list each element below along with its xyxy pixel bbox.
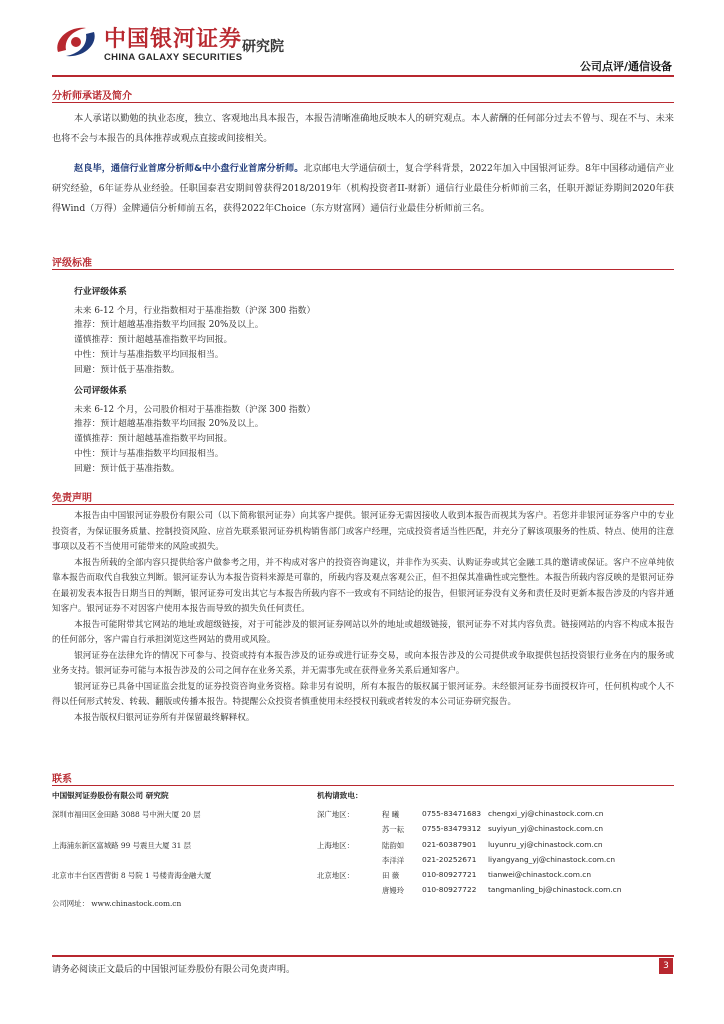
disclaimer-text: 本报告所载的全部内容只提供给客户做参考之用，并不构成对客户的投资咨询建议，并非作为买卖、认购证券或其它金融工具的邀请或保证。客户不应单纯依靠本报告而取代自我独立判断。银河证券认为本报告资料来源是可靠的，所载内容及观点客观公正，但不担保其准确性或完整性。本报告所载内容反映的是银河证券在最初发表本报告日期当日的判断，银河证券可发出其它与本报告所载内容不一致或有不同结论的报告，但银河证券没有义务和责任及时更新本报告涉及的内容并通知客户。银河证券不对因客户使用本报告而导致的损失负任何责任。 (52, 557, 674, 614)
disclaimer-text: 本报告由中国银河证券股份有限公司（以下简称银河证券）向其客户提供。银河证券无需因接收人收到本报告而视其为客户。若您并非银河证券客户中的专业投资者，为保证服务质量、控制投资风险、应首先联系银河证券机构销售部门或客户经理，完成投资者适当性匹配，并充分了解该项服务的性质、特点、使用的注意事项以及若不当使用可能带来的风险或损失。 (52, 511, 674, 552)
industry-rating-line: 谨慎推荐：预计超越基准指数平均回报。 (74, 335, 233, 346)
contact-phone: 0755-83471683 (422, 809, 482, 818)
contact-name: 唐嫚玲 (382, 886, 405, 895)
beijing-address: 北京市丰台区西营街 8 号院 1 号楼青海金融大厦 (52, 871, 212, 880)
disclaimer-paragraph (52, 618, 674, 649)
company-rating-line: 中性：预计与基准指数平均回报相当。 (74, 448, 224, 459)
footer-divider (52, 955, 674, 957)
disclaimer-body (52, 509, 674, 726)
rating-section-title: 评级标准 (52, 258, 92, 269)
disclaimer-text: 本报告可能附带其它网站的地址或超级链接，对于可能涉及的银河证券网站以外的地址或超级链接，银河证券不对其内容负责。链接网站的内容不构成本报告的任何部分，客户需自行承担浏览这些网站的费用或风险。 (52, 619, 674, 645)
disclaimer-paragraph (52, 509, 674, 556)
disclaimer-paragraph (52, 649, 674, 680)
industry-rating-line: 中性：预计与基准指数平均回报相当。 (74, 349, 224, 360)
industry-rating-heading: 行业评级体系 (74, 287, 127, 297)
sales-heading: 机构请致电： (317, 791, 363, 800)
contact-email[interactable]: tangmanling_bj@chinastock.com.cn (488, 885, 622, 894)
contact-phone: 021-20252671 (422, 855, 477, 864)
analyst-bio-lead: 赵良毕，通信行业首席分析师&中小盘行业首席分析师。 (74, 163, 304, 174)
logo-chinese-name: 中国银河证券 (104, 27, 243, 52)
report-type: 公司点评/通信设备 (579, 60, 672, 73)
contact-email[interactable]: liyangyang_yj@chinastock.com.cn (488, 855, 616, 864)
contact-name: 田 薇 (382, 871, 400, 880)
analyst-bio (52, 159, 674, 219)
footer-note: 请务必阅读正文最后的中国银河证券股份有限公司免责声明。 (52, 965, 296, 975)
disclaimer-text: 本报告版权归银河证券所有并保留最终解释权。 (74, 712, 255, 723)
industry-rating-line: 回避：预计低于基准指数。 (74, 364, 180, 375)
industry-rating-line: 推荐：预计超越基准指数平均回报 20%及以上。 (74, 320, 264, 331)
analyst-section-title: 分析师承诺及简介 (52, 91, 132, 102)
disclaimer-text: 银河证券在法律允许的情况下可参与、投资或持有本报告涉及的证券或进行证券交易，或向本报告涉及的公司提供或争取提供包括投资银行业务在内的服务或业务支持。银河证券可能与本报告涉及的公司之间存在业务关系，并无需事先或在获得业务关系后通知客户。 (52, 650, 674, 676)
contact-phone: 0755-83479312 (422, 824, 482, 833)
contact-block (52, 790, 674, 908)
disclaimer-section-rule (52, 504, 674, 505)
contact-email[interactable]: suyiyun_yj@chinastock.com.cn (488, 824, 604, 833)
disclaimer-paragraph (52, 556, 674, 618)
contact-name: 李洋洋 (382, 856, 405, 865)
report-header (0, 0, 724, 76)
institute-label: 研究院 (242, 39, 284, 55)
contact-email[interactable]: chengxi_yj@chinastock.com.cn (488, 809, 604, 818)
disclaimer-paragraph (52, 680, 674, 711)
company-rating-heading: 公司评级体系 (74, 386, 127, 396)
analyst-commitment (52, 109, 674, 149)
region-label: 上海地区： (317, 841, 354, 850)
industry-rating-line: 未来 6-12 个月，行业指数相对于基准指数（沪深 300 指数） (74, 305, 316, 316)
disclaimer-text: 银河证券已具备中国证监会批复的证券投资咨询业务资格。除非另有说明，所有本报告的版权属于银河证券。未经银河证券书面授权许可，任何机构或个人不得以任何形式转发、转载、翻版或传播本报告。特提醒公众投资者慎重使用未经授权刊载或者转发的本公司证券研究报告。 (52, 681, 674, 707)
contact-email[interactable]: tianwei@chinastock.com.cn (488, 870, 592, 879)
company-rating-block (74, 384, 634, 476)
header-divider (52, 75, 674, 77)
company-heading: 中国银河证券股份有限公司 研究院 (52, 791, 169, 800)
contact-email[interactable]: luyunru_yj@chinastock.com.cn (488, 840, 603, 849)
industry-rating-block (74, 285, 634, 377)
analyst-bio-text: 北京邮电大学通信硕士，复合学科背景，2022年加入中国银河证券。8年中国移动通信产业研究经验，6年证券从业经验。任职国泰君安期间曾获得2018/2019年（机构投资者II-财新）通信行业最佳分析师前三名，任职开源证券期间2020年获得Wind（万得）金牌通信分析师前五名，获得2022年Choice（东方财富网）通信行业最佳分析师前三名。 (52, 163, 674, 214)
company-rating-line: 推荐：预计超越基准指数平均回报 20%及以上。 (74, 419, 264, 430)
disclaimer-section-title: 免责声明 (52, 493, 92, 504)
disclaimer-paragraph (52, 711, 674, 727)
contact-section-title: 联系 (52, 774, 72, 785)
region-label: 北京地区： (317, 871, 354, 880)
company-rating-line: 谨慎推荐：预计超越基准指数平均回报。 (74, 434, 233, 445)
contact-phone: 021-60387901 (422, 840, 477, 849)
analyst-section-rule (52, 102, 674, 103)
company-rating-line: 回避：预计低于基准指数。 (74, 463, 180, 474)
company-rating-line: 未来 6-12 个月，公司股价相对于基准指数（沪深 300 指数） (74, 404, 316, 415)
logo-english-name: CHINA GALAXY SECURITIES (104, 52, 243, 63)
region-label: 深广地区： (317, 810, 354, 819)
contact-name: 陆韵如 (382, 841, 405, 850)
rating-section-rule (52, 269, 674, 270)
contact-phone: 010-80927721 (422, 870, 477, 879)
commitment-text: 本人承诺以勤勉的执业态度，独立、客观地出具本报告，本报告清晰准确地反映本人的研究观点。本人薪酬的任何部分过去不曾与、现在不与、未来也将不会与本报告的具体推荐或观点直接或间接相关。 (52, 113, 674, 144)
galaxy-logo-icon (52, 22, 100, 62)
contact-name: 程 曦 (382, 810, 400, 819)
shanghai-address: 上海浦东新区富城路 99 号震旦大厦 31 层 (52, 841, 192, 850)
shenzhen-address: 深圳市福田区金田路 3088 号中洲大厦 20 层 (52, 810, 201, 819)
contact-name: 苏一耘 (382, 825, 405, 834)
company-website[interactable]: 公司网址： www.chinastock.com.cn (52, 899, 182, 908)
page-number: 3 (659, 958, 673, 974)
contact-section-rule (52, 785, 674, 786)
contact-phone: 010-80927722 (422, 885, 477, 894)
